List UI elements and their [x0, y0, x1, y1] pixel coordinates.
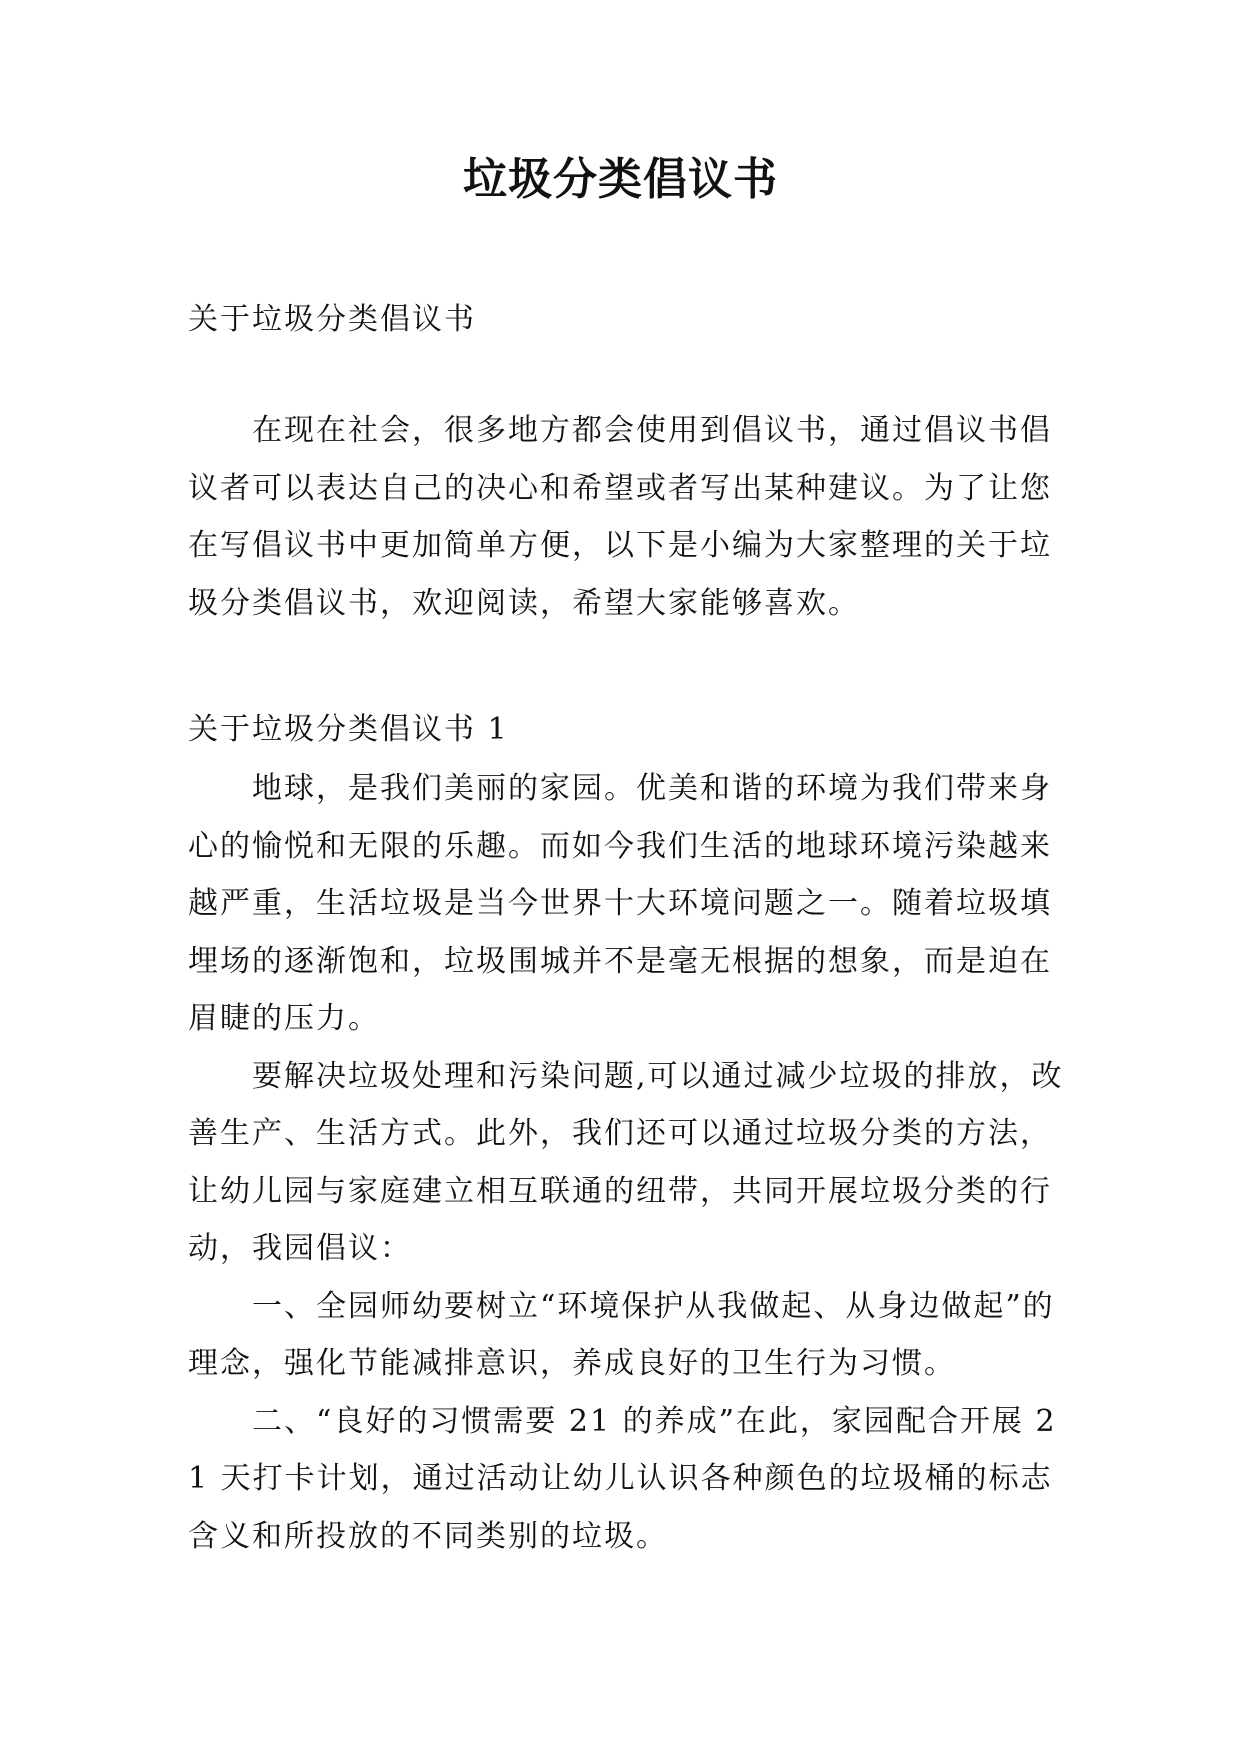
subtitle: 关于垃圾分类倡议书	[188, 302, 476, 337]
paragraph-4: 二、“良好的习惯需要 21 的养成”在此，家园配合开展 21 天打卡计划，通过活动让幼儿认识各种颜色的垃圾桶的标志含义和所投放的不同类别的垃圾。	[188, 1403, 1057, 1554]
intro-paragraph: 在现在社会，很多地方都会使用到倡议书，通过倡议书倡议者可以表达自己的决心和希望或者写出某种建议。为了让您在写倡议书中更加简单方便，以下是小编为大家整理的关于垃圾分类倡议书，欢迎阅读，希望大家能够喜欢。	[188, 413, 1052, 621]
section-heading: 关于垃圾分类倡议书 1	[188, 712, 509, 747]
paragraph-3: 一、全园师幼要树立“环境保护从我做起、从身边做起”的理念，强化节能减排意识，养成良好的卫生行为习惯。	[188, 1288, 1055, 1381]
section-body	[188, 760, 1068, 1565]
paragraph-1: 地球，是我们美丽的家园。优美和谐的环境为我们带来身心的愉悦和无限的乐趣。而如今我们生活的地球环境污染越来越严重，生活垃圾是当今世界十大环境问题之一。随着垃圾填埋场的逐渐饱和，垃圾围城并不是毫无根据的想象，而是迫在眉睫的压力。	[188, 771, 1052, 1036]
paragraph-2: 要解决垃圾处理和污染问题,可以通过减少垃圾的排放，改善生产、生活方式。此外，我们还可以通过垃圾分类的方法，让幼儿园与家庭建立相互联通的纽带，共同开展垃圾分类的行动，我园倡议：	[188, 1058, 1064, 1266]
document-title: 垃圾分类倡议书	[463, 154, 778, 205]
